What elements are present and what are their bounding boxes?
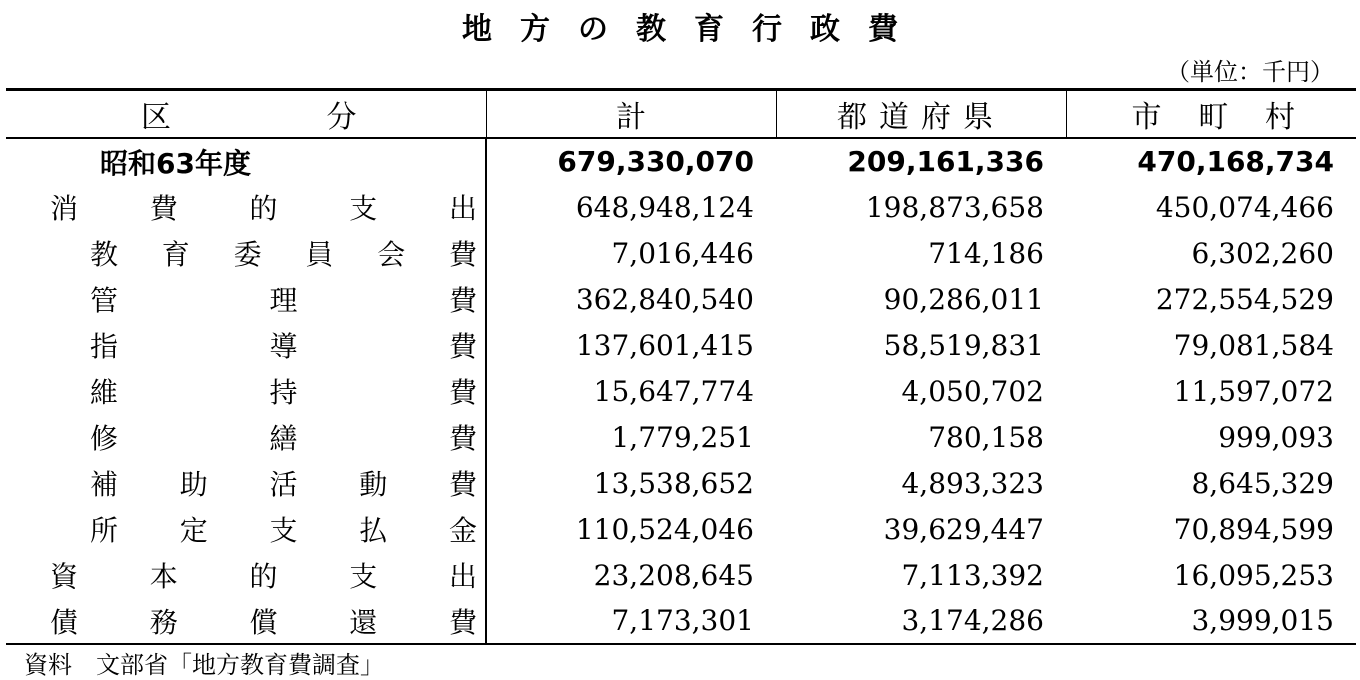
table-row [6,460,1356,506]
cell-prefecture: 780,158 [928,420,1044,454]
row-label-char: 費 [448,284,477,317]
cell-municipal: 450,074,466 [1155,190,1334,224]
table-row [6,506,1356,552]
row-label-char: 消 [50,192,79,225]
cell-prefecture: 7,113,392 [901,558,1044,592]
row-label [6,552,486,598]
page-title: 地方の教育行政費 [462,12,926,47]
cell-municipal: 79,081,584 [1173,328,1334,362]
row-label-char: 務 [149,605,178,639]
row-label [6,138,486,184]
cell-municipal: 999,093 [1218,420,1334,454]
table-row [6,414,1356,460]
row-label-char: 補 [90,468,119,501]
cell-total: 648,948,124 [575,190,754,224]
row-label-char: 維 [90,376,119,409]
cell-prefecture: 4,050,702 [901,374,1044,408]
cell-total: 362,840,540 [575,282,754,316]
row-label-char: 的 [249,560,278,593]
cell-prefecture: 90,286,011 [883,282,1044,316]
header-row [6,90,1356,139]
cell-municipal: 16,095,253 [1173,558,1334,592]
header-category [6,90,486,139]
row-label-char: 費 [448,238,477,271]
table-row [6,276,1356,322]
cell-prefecture: 198,873,658 [865,190,1044,224]
header-total: 計 [486,90,776,139]
cell-total: 137,601,415 [575,328,754,362]
row-label-char: 所 [90,514,119,547]
row-label [6,506,486,552]
row-label-char: 指 [90,330,119,363]
row-label-char: 会 [377,238,406,271]
cell-total: 23,208,645 [593,558,754,592]
cell-prefecture: 3,174,286 [901,604,1044,637]
row-label-char: 費 [448,330,477,363]
row-label-char: 出 [448,192,477,225]
row-label-char: 修 [90,422,119,455]
row-label-char: 活 [269,468,298,501]
row-label-char: 出 [448,560,477,593]
cell-municipal: 70,894,599 [1173,512,1334,546]
cell-municipal: 272,554,529 [1155,282,1334,316]
row-label-char: 委 [233,238,262,271]
row-label-char: 育 [161,238,190,271]
header-municipal-char: 市 [1131,100,1162,135]
row-label-char: 動 [359,468,388,501]
header-municipal-char: 村 [1265,100,1295,135]
row-label-char: 定 [179,514,208,547]
cell-total: 7,173,301 [611,604,754,637]
row-label [6,230,486,276]
cell-prefecture: 209,161,336 [847,145,1044,178]
cell-municipal: 6,302,260 [1191,236,1334,270]
row-label-char: 金 [448,514,477,547]
cell-prefecture: 58,519,831 [883,328,1044,362]
row-label-char: 繕 [269,422,298,455]
row-label-char: 還 [349,605,378,639]
header-prefecture [776,90,1066,139]
cell-municipal: 470,168,734 [1137,145,1334,178]
header-category-char: 区 [141,100,171,135]
row-label-char: 債 [50,605,79,639]
row-label [6,414,486,460]
row-label-char: 教 [90,238,119,271]
row-label-char: 支 [349,192,378,225]
table-row [6,138,1356,184]
header-municipal-char: 町 [1198,100,1229,135]
row-label-char: 償 [249,605,278,639]
table-row [6,230,1356,276]
row-label [6,322,486,368]
cell-municipal: 8,645,329 [1191,466,1334,500]
cell-total: 110,524,046 [575,512,754,546]
cell-prefecture: 714,186 [928,236,1044,270]
cell-total: 679,330,070 [557,145,754,178]
table-row [6,552,1356,598]
cell-total: 1,779,251 [611,420,754,454]
table-row [6,368,1356,414]
cell-municipal: 3,999,015 [1191,604,1334,637]
cell-municipal: 11,597,072 [1173,374,1334,408]
row-label [6,460,486,506]
header-category-char: 分 [326,100,357,135]
row-label-char: 費 [448,422,477,455]
row-label-char: 理 [269,284,298,317]
cell-prefecture: 39,629,447 [883,512,1044,546]
row-label-char: 支 [269,514,298,547]
row-label-char: 本 [149,560,178,593]
row-label-char: 資 [50,560,79,593]
cell-prefecture: 4,893,323 [901,466,1044,500]
cell-total: 13,538,652 [593,466,754,500]
row-label-char: 持 [269,376,298,409]
row-label-char: 員 [305,238,334,271]
row-label-char: 費 [448,468,477,501]
cell-total: 7,016,446 [611,236,754,270]
table-row [6,184,1356,230]
row-label [6,184,486,230]
row-label-char: 費 [448,605,477,639]
row-label-char: 管 [90,284,119,317]
row-label [6,368,486,414]
cell-total: 15,647,774 [593,374,754,408]
row-label-char: 支 [349,560,378,593]
unit-note: （単位：千円） [1166,58,1334,86]
row-label-text: 昭和63年度 [100,146,251,180]
table-row [6,598,1356,644]
row-label-char: 費 [149,192,178,225]
row-label [6,276,486,322]
row-label-char: 費 [448,376,477,409]
source-note: 資料 文部省「地方教育費調査」 [24,651,384,679]
expenditure-table [6,88,1356,645]
row-label-char: 導 [269,330,298,363]
row-label-char: 的 [249,192,278,225]
table-row [6,322,1356,368]
row-label-char: 払 [359,514,388,547]
header-municipal [1066,90,1356,139]
row-label-char: 助 [179,468,208,501]
header-prefecture-label: 都道府県 [837,100,1005,135]
row-label [6,598,486,644]
